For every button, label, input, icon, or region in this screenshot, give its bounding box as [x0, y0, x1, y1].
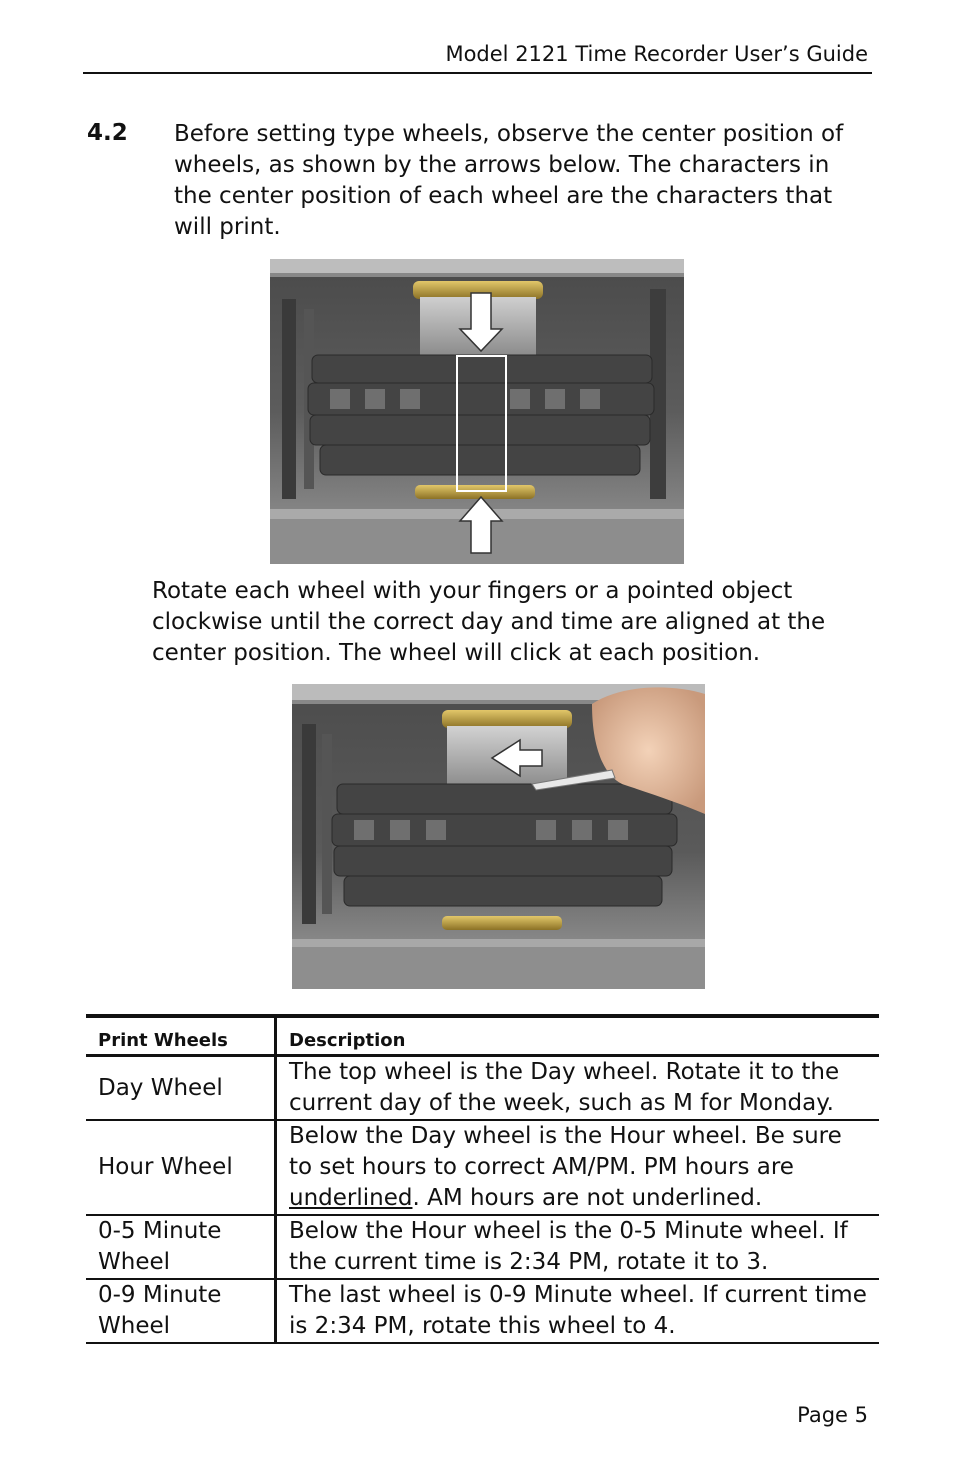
- table-row: [86, 1056, 879, 1121]
- table-row: [86, 1120, 879, 1215]
- page-number: Page 5: [797, 1403, 868, 1427]
- section-number: 4.2: [87, 120, 128, 146]
- column-header-description: Description: [276, 1016, 880, 1056]
- column-header-print-wheels: Print Wheels: [86, 1016, 276, 1056]
- header-rule: [83, 72, 872, 74]
- description-text: . AM hours are not underlined.: [412, 1185, 763, 1211]
- print-wheels-table: [86, 1014, 879, 1344]
- wheel-description: The top wheel is the Day wheel. Rotate it to the current day of the week, such as M for Monday.: [276, 1056, 880, 1121]
- wheel-name: Day Wheel: [86, 1056, 276, 1121]
- rotating-wheel-photo: [292, 684, 705, 989]
- wheel-name: Hour Wheel: [86, 1120, 276, 1215]
- wheel-name: 0-5 Minute Wheel: [86, 1215, 276, 1279]
- rotate-instructions: Rotate each wheel with your fingers or a pointed object clockwise until the correct day and time are aligned at the center position. The wheel will click at each position.: [152, 578, 826, 666]
- type-wheels-photo: [270, 259, 684, 564]
- wheel-description: [276, 1120, 880, 1215]
- description-text: Below the Day wheel is the Hour wheel. Be sure to set hours to correct AM/PM. PM hours are: [289, 1123, 842, 1180]
- table-row: [86, 1279, 879, 1343]
- wheel-description: Below the Hour wheel is the 0-5 Minute wheel. If the current time is 2:34 PM, rotate it to 3.: [276, 1215, 880, 1279]
- wheel-description: The last wheel is 0-9 Minute wheel. If current time is 2:34 PM, rotate this wheel to 4.: [276, 1279, 880, 1343]
- underlined-word: underlined: [289, 1185, 413, 1211]
- table-row: [86, 1215, 879, 1279]
- header-title: Model 2121 Time Recorder User’s Guide: [445, 42, 868, 66]
- wheel-name: 0-9 Minute Wheel: [86, 1279, 276, 1343]
- table-header-row: [86, 1016, 879, 1056]
- section-text: Before setting type wheels, observe the center position of wheels, as shown by the arrows below. The characters in the center position of each wheel are the characters that will print.: [174, 121, 844, 240]
